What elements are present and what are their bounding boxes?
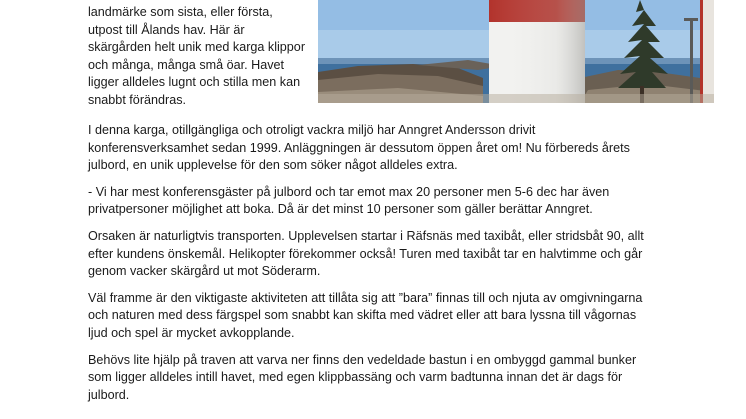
lighthouse-photo-image bbox=[318, 0, 714, 103]
paragraph-line: Behövs lite hjälp på traven att varva ner finns den vedeldade bastun i en ombyggd gammal bunker bbox=[88, 352, 637, 367]
body-paragraph bbox=[88, 184, 666, 219]
intro-line: utpost till Ålands hav. Här är bbox=[88, 22, 245, 37]
paragraph-line: Orsaken är naturligtvis transporten. Upplevelsen startar i Räfsnäs med taxibåt, eller stridsbåt 90, allt bbox=[88, 228, 644, 243]
paragraph-line: I denna karga, otillgängliga och otroligt vackra miljö har Anngret Andersson drivit bbox=[88, 123, 536, 137]
paragraph-line: julbord, en unik upplevelse för den som söker något alldeles extra. bbox=[88, 158, 458, 173]
intro-line: skärgården helt unik med karga klippor bbox=[88, 40, 306, 55]
intro-line: ligger alldeles lugnt och stilla men kan bbox=[88, 75, 301, 90]
article-body bbox=[88, 122, 666, 413]
paragraph-line: ljud och spel är mycket avkopplande. bbox=[88, 325, 295, 340]
intro-line: och många, många små öar. Havet bbox=[88, 57, 285, 72]
paragraph-line: som ligger alldeles intill havet, med egen klippbassäng och varm badtunna innan det är dags för bbox=[88, 370, 623, 385]
body-paragraph bbox=[88, 290, 666, 343]
paragraph-line: Väl framme är den viktigaste aktiviteten att tillåta sig att ”bara” finnas till och njuta av omgivningarna bbox=[88, 290, 643, 305]
paragraph-line: efter kundens önskemål. Helikopter förekommer också! Turen med taxibåt tar en halvtimme och går bbox=[88, 246, 643, 261]
intro-line: landmärke som sista, eller första, bbox=[88, 5, 273, 19]
paragraph-line: - Vi har mest konferensgäster på julbord och tar emot max 20 personer men 5-6 dec har även bbox=[88, 184, 610, 199]
intro-line: snabbt förändras. bbox=[88, 92, 187, 107]
body-paragraph bbox=[88, 122, 666, 175]
body-paragraph bbox=[88, 228, 666, 281]
intro-paragraph bbox=[88, 4, 312, 110]
paragraph-line: och naturen med dess färgspel som snabbt kan skifta med vädret eller att bara lyssna till vågornas bbox=[88, 308, 637, 323]
lighthouse-photo bbox=[318, 0, 714, 103]
body-paragraph bbox=[88, 352, 666, 405]
paragraph-line: konferensverksamhet sedan 1999. Anläggningen är dessutom öppen året om! Nu förbereds årets bbox=[88, 140, 630, 155]
paragraph-line: julbord. bbox=[88, 387, 130, 402]
paragraph-line: genom vacker skärgård ut mot Söderarm. bbox=[88, 264, 321, 279]
paragraph-line: privatpersoner möjlighet att boka. Då är det minst 10 personer som gäller berättar Anngret. bbox=[88, 202, 593, 217]
